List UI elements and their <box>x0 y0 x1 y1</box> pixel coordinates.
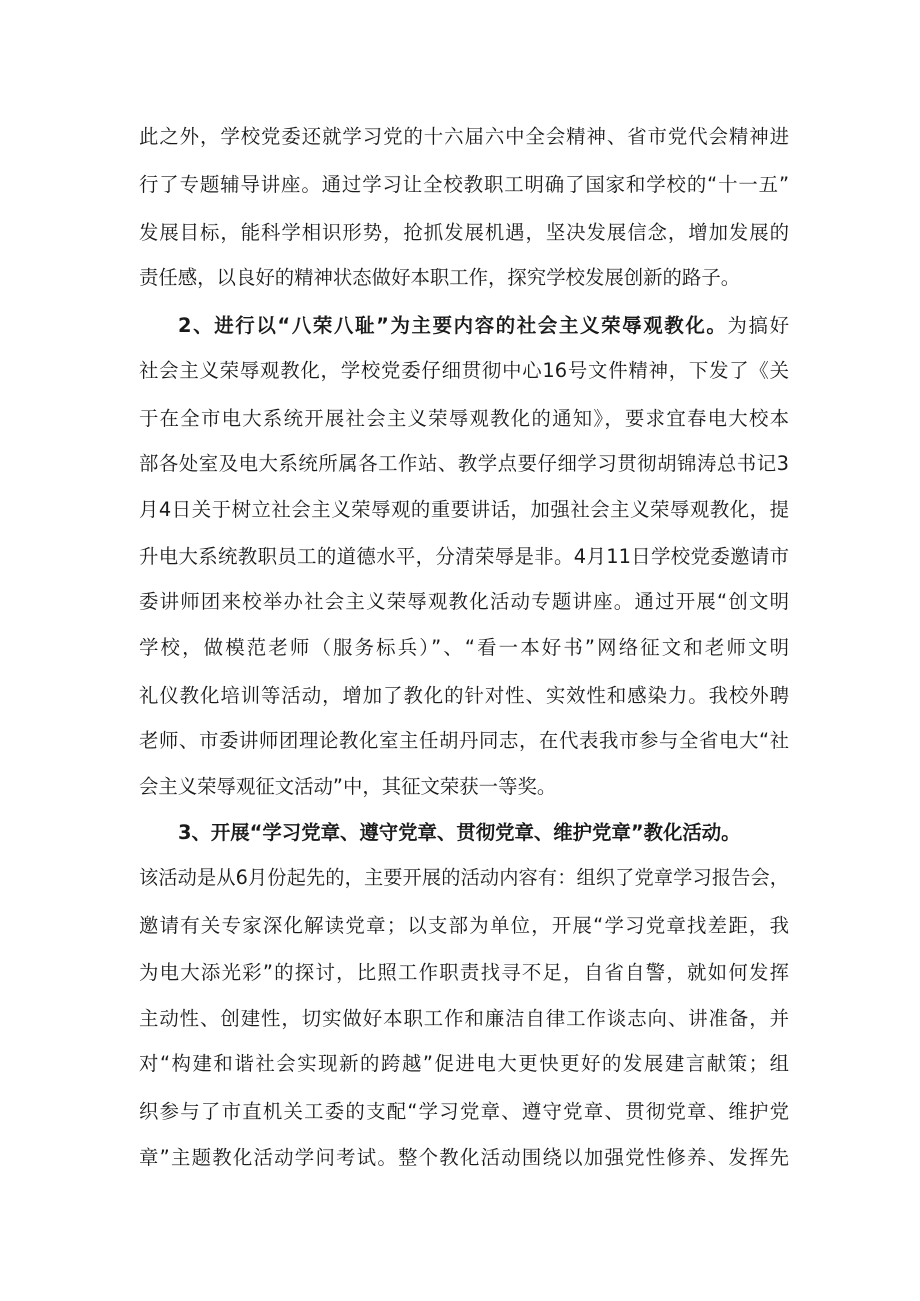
paragraph-line-8: 部各处室及电大系统所属各工作站、教学点要仔细学习贯彻胡锦涛总书记3 <box>139 452 789 475</box>
section-2-heading-line <box>178 311 789 341</box>
paragraph-line-10: 升电大系统教职员工的道德水平，分清荣辱是非。4月11日学校党委邀请市 <box>139 545 789 568</box>
paragraph-line-18: 邀请有关专家深化解读党章；以支部为单位，开展“学习党章找差距，我 <box>139 914 789 937</box>
paragraph-line-17: 该活动是从6月份起先的，主要开展的活动内容有：组织了党章学习报告会， <box>139 866 789 889</box>
paragraph-line-6: 社会主义荣辱观教化，学校党委仔细贯彻中心16号文件精神，下发了《关 <box>139 359 789 382</box>
paragraph-line-2: 行了专题辅导讲座。通过学习让全校教职工明确了国家和学校的“十一五” <box>139 173 789 196</box>
paragraph-line-11: 委讲师团来校举办社会主义荣辱观教化活动专题讲座。通过开展“创文明 <box>139 590 789 613</box>
paragraph-line-21: 对“构建和谐社会实现新的跨越”促进电大更快更好的发展建言献策；组 <box>139 1052 789 1075</box>
section-2-heading-continuation: 为搞好 <box>727 314 789 337</box>
paragraph-line-12: 学校，做模范老师（服务标兵）”、“看一本好书”网络征文和老师文明 <box>139 636 789 659</box>
paragraph-line-3: 发展目标，能科学相识形势，抢抓发展机遇，坚决发展信念，增加发展的 <box>139 221 789 244</box>
paragraph-line-1: 此之外，学校党委还就学习党的十六届六中全会精神、省市党代会精神进 <box>139 125 789 148</box>
paragraph-line-7: 于在全市电大系统开展社会主义荣辱观教化的通知》，要求宜春电大校本 <box>139 407 789 430</box>
paragraph-line-20: 主动性、创建性，切实做好本职工作和廉洁自律工作谈志向、讲准备，并 <box>139 1007 789 1030</box>
paragraph-line-22: 织参与了市直机关工委的支配“学习党章、遵守党章、贯彻党章、维护党 <box>139 1100 789 1123</box>
section-2-heading: 2、进行以“八荣八耻”为主要内容的社会主义荣辱观教化。 <box>178 314 728 337</box>
paragraph-line-9: 月4日关于树立社会主义荣辱观的重要讲话，加强社会主义荣辱观教化，提 <box>139 498 789 521</box>
section-3-heading: 3、开展“学习党章、遵守党章、贯彻党章、维护党章”教化活动。 <box>178 821 741 844</box>
paragraph-line-14: 老师、市委讲师团理论教化室主任胡丹同志，在代表我市参与全省电大“社 <box>139 729 789 752</box>
paragraph-line-4: 责任感，以良好的精神状态做好本职工作，探究学校发展创新的路子。 <box>139 266 741 289</box>
paragraph-line-23: 章”主题教化活动学问考试。整个教化活动围绕以加强党性修养、发挥先 <box>139 1146 789 1169</box>
paragraph-line-15: 会主义荣辱观征文活动”中，其征文荣获一等奖。 <box>139 775 557 798</box>
paragraph-line-19: 为电大添光彩”的探讨，比照工作职责找寻不足，自省自警，就如何发挥 <box>139 961 789 984</box>
paragraph-line-13: 礼仪教化培训等活动，增加了教化的针对性、实效性和感染力。我校外聘 <box>139 684 789 707</box>
